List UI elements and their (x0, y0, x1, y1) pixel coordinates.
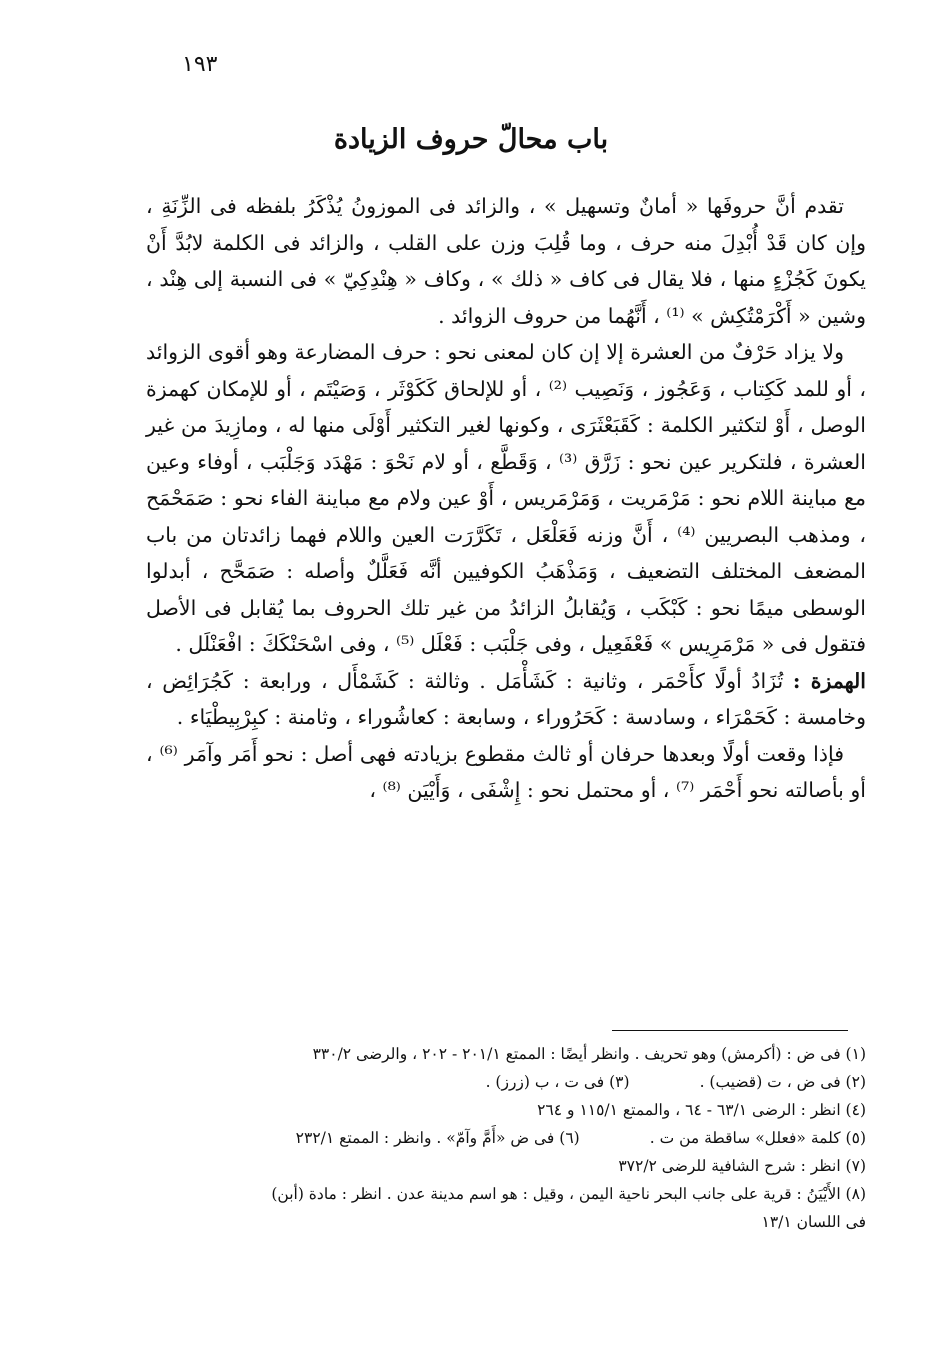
footnote-row-2-3 (146, 1068, 866, 1096)
footnote-8-continued: فى اللسان ١٣/١ (761, 1213, 866, 1231)
footnote-7: (٧) انظر : شرح الشافية للرضى ٣٧٢/٢ (618, 1157, 866, 1175)
footnote-8: (٨) الأَيْيَنُ : قرية على جانب البحر ناحية اليمن ، وقيل : هو اسم مدينة عدن . انظر : مادة (أبن) (271, 1185, 866, 1203)
hamza-text: تُزَادُ أولًا كأَحْمَر ، وثانية : كَشَأْمَل . وثالثة : كَشَمْأَل ، ورابعة : كَجُرَائِض ، وخامسة : كَحَمْرَاء ، وسادسة : كَحَرُوراء ، وسابعة : كعاشُوراء ، وثامنة : كبِرْبِيطْيَاء . (146, 668, 866, 729)
paragraph-additions: ولا يزاد حَرْفٌ من العشرة إلا إن كان لمعنى نحو : حرف المضارعة وهو أقوى الزوائد ، أو للمد كَكِتاب ، وَعَجُوز ، وَنَصِيب ⁽²⁾ ، أو للإلحاق كَكَوْثَر ، وَصَيْتَم ، أو للإمكان كهمزة الوصل ، أَوْ لتكثير الكلمة : كَقَبَعْثَرَى ، وكونها لغير التكثير أَوْلَى منها له ، ومازِيدَ من غير العشرة ، فلتكرير عين نحو : زَرَّق ⁽³⁾ ، وَقَطَّع ، أو لام نَحْوَ : مَهْدَد وَجَلْبَب ، أوفاء وعين مع مباينة اللام نحو : مَرْمَريت ، وَمَرْمَريس ، أَوْ عين ولام مع مباينة الفاء نحو : صَمَحْمَح ، ومذهب البصريين ⁽⁴⁾ ، أَنَّ وزنه فَعَلْعَل ، تَكَرَّرَت العين واللام فهما زائدتان من باب المضعف المختلف التضعيف ، وَمَذْهَبُ الكوفيين أنَّه فَعَلَّلٌ وأصله : صَمَحَّح ، أبدلوا الوسطى ميمًا نحو : كَبْكَب ، وَيُقابلُ الزائدُ من غير تلك الحروف بما يُقابل فى الأصل فتقول فى « مَرْمَرِيس » فَعْفَعِيل ، وفى جَلْبَب : فَعْلَل ⁽⁵⁾ ، وفى اسْحَنْكَكَ : افْعَنْلَل . (146, 340, 867, 656)
paragraph-hamza-position: فإذا وقعت أولًا وبعدها حرفان أو ثالث مقطوع بزيادته فهى أصل : نحو أَمَر وآمَر ⁽⁶⁾ ، أو بأصالته نحو أَحْمَر ⁽⁷⁾ ، أو محتمل نحو : إِشْفَى ، وَأَيْيَن ⁽⁸⁾ ، (146, 741, 866, 802)
footnote-1: (١) فى ض : (أكرمش) وهو تحريف . وانظر أيضًا : الممتع ٢٠١/١ - ٢٠٢ ، والرضى ٣٣٠/٢ (312, 1045, 866, 1063)
footnote-divider (612, 1030, 848, 1031)
footnote-5: (٥) كلمة «فعلل» ساقطة من ت . (649, 1129, 866, 1147)
footnote-2: (٢) فى ض ، ت (قضيب) . (699, 1073, 866, 1091)
footnote-3: (٣) فى ت ، ب (زرز) . (485, 1073, 630, 1091)
page-number: ١٩٣ (182, 52, 218, 77)
paragraph-intro: تقدم أنَّ حروفَها « أمانٌ وتسهيل » ، والزائد فى الموزونُ يُذْكَرُ بلفظه فى الزِّنَةِ ، وإن كان قَدْ أُبْدِلَ منه حرف ، وما قُلِبَ وزن على القلب ، والزائد فى الكلمة لابُدَّ أَنْ يكونَ كَجُزْءٍ منها ، فلا يقال فى كاف « ذلك » ، وكاف « هِنْدِكِيّ » فى النسبة إلى هِنْد ، وشين « أَكْرَمْتُكِش » ⁽¹⁾ ، أَنَّهُما من حروف الزوائد . (146, 194, 866, 328)
footnote-6: (٦) فى ض «أَمَّ وآمّ» . وانظر : الممتع ٢٣٢/١ (295, 1129, 580, 1147)
paragraph-hamza (146, 663, 866, 736)
footnote-4: (٤) انظر : الرضى ٦٣/١ - ٦٤ ، والممتع ١١٥/١ و ٢٦٤ (537, 1101, 866, 1119)
chapter-title: باب محالّ حروف الزيادة (333, 124, 609, 155)
footnotes (146, 1040, 866, 1236)
footnote-row-5-6 (146, 1124, 866, 1152)
hamza-term: الهمزة : (792, 668, 867, 693)
body-text (146, 188, 866, 809)
